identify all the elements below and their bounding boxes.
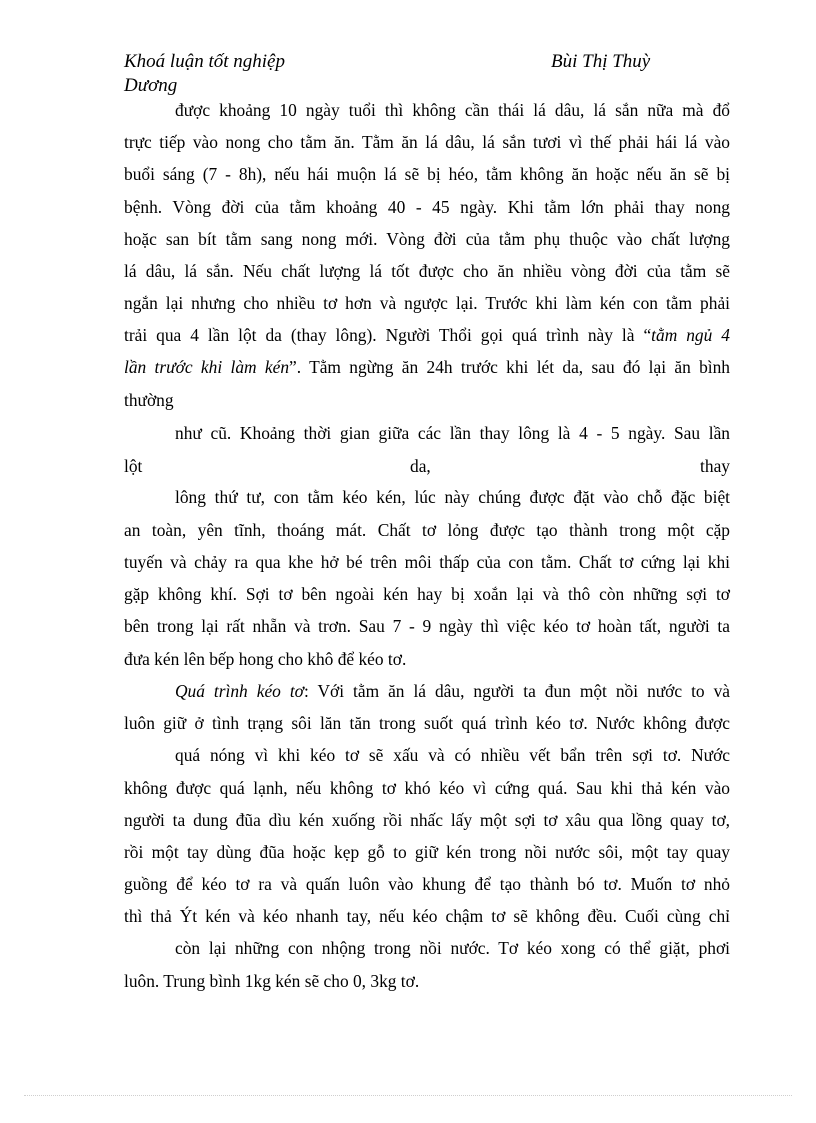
italic-term: Quá trình kéo tơ — [175, 681, 304, 701]
page-bottom-border — [24, 1095, 792, 1096]
text-line: trực tiếp vào nong cho tằm ăn. Tằm ăn lá dâu, lá sắn tươi vì thế phải hái lá vào — [124, 132, 730, 152]
text-run: ”. Tằm ngừng ăn 24h trước khi lét da, sau đó lại ăn bình — [289, 357, 730, 377]
text-line: không được quá lạnh, nếu không tơ khó kéo vì cứng quá. Sau khi thả kén vào — [124, 778, 730, 798]
text-line: buổi sáng (7 - 8h), nếu hái muộn lá sẽ bị héo, tằm không ăn hoặc nếu ăn sẽ bị — [124, 164, 730, 184]
text-line: được khoảng 10 ngày tuổi thì không cần thái lá dâu, lá sắn nữa mà đổ — [175, 100, 730, 120]
text-line: lông thứ tư, con tằm kéo kén, lúc này chúng được đặt vào chỗ đặc biệt — [175, 487, 730, 507]
text-line: guồng để kéo tơ ra và quấn luôn vào khung để tạo thành bó tơ. Muốn tơ nhỏ — [124, 874, 730, 894]
text-line: tuyến và chảy ra qua khe hở bé trên môi thấp của con tằm. Chất tơ cứng lại khi — [124, 552, 730, 572]
text-line — [124, 325, 730, 346]
text-run: da, — [410, 456, 431, 476]
text-line: đưa kén lên bếp hong cho khô để kéo tơ. — [124, 649, 407, 669]
text-line: lá dâu, lá sắn. Nếu chất lượng lá tốt được cho ăn nhiều vòng đời của tằm sẽ — [124, 261, 730, 281]
text-run: trải qua 4 lần lột da (thay lông). Người Thổi gọi quá trình này là “ — [124, 325, 652, 345]
text-line: luôn. Trung bình 1kg kén sẽ cho 0, 3kg tơ. — [124, 971, 420, 991]
text-line: người ta dung đũa dìu kén xuống rồi nhấc lấy một sợi tơ xâu qua lồng quay tơ, — [124, 810, 730, 830]
text-run: lột — [124, 456, 143, 476]
text-line: thường — [124, 390, 174, 410]
text-run: : Với tằm ăn lá dâu, người ta đun một nồi nước to và — [303, 681, 730, 701]
header-title-continued: Dương — [124, 75, 178, 96]
text-line: ngắn lại nhưng cho nhiều tơ hơn và ngược lại. Trước khi làm kén con tằm phải — [124, 293, 730, 313]
header-author: Bùi Thị Thuỳ — [551, 51, 651, 72]
text-line: còn lại những con nhộng trong nồi nước. Tơ kéo xong có thể giặt, phơi — [175, 938, 730, 958]
text-line: như cũ. Khoảng thời gian giữa các lần thay lông là 4 - 5 ngày. Sau lần — [175, 423, 730, 443]
text-line: quá nóng vì khi kéo tơ sẽ xấu và có nhiều vết bẩn trên sợi tơ. Nước — [175, 745, 730, 765]
header-title: Khoá luận tốt nghiệp — [124, 51, 285, 72]
text-line: bệnh. Vòng đời của tằm khoảng 40 - 45 ngày. Khi tằm lớn phải thay nong — [124, 197, 730, 217]
text-run: thay — [700, 456, 730, 476]
text-line: rồi một tay dùng đũa hoặc kẹp gỗ to giữ kén trong nồi nước sôi, một tay quay — [124, 842, 730, 862]
italic-term: tằm ngủ 4 — [651, 325, 730, 345]
text-line — [124, 357, 730, 378]
text-line: gặp không khí. Sợi tơ bên ngoài kén hay bị xoắn lại và thô còn những sợi tơ — [124, 584, 730, 604]
text-line: hoặc san bít tằm sang nong mới. Vòng đời của tằm phụ thuộc vào chất lượng — [124, 229, 730, 249]
text-line: thì thả Ýt kén và kéo nhanh tay, nếu kéo chậm tơ sẽ không đều. Cuối cùng chỉ — [124, 906, 730, 926]
italic-term: lần trước khi làm kén — [124, 357, 290, 377]
text-line: bên trong lại rất nhẵn và trơn. Sau 7 - 9 ngày thì việc kéo tơ hoàn tất, người ta — [124, 616, 730, 636]
text-line: luôn giữ ở tình trạng sôi lăn tăn trong suốt quá trình kéo tơ. Nước không được — [124, 713, 730, 733]
text-line — [175, 681, 730, 702]
text-line: an toàn, yên tĩnh, thoáng mát. Chất tơ lỏng được tạo thành trong một cặp — [124, 520, 730, 540]
